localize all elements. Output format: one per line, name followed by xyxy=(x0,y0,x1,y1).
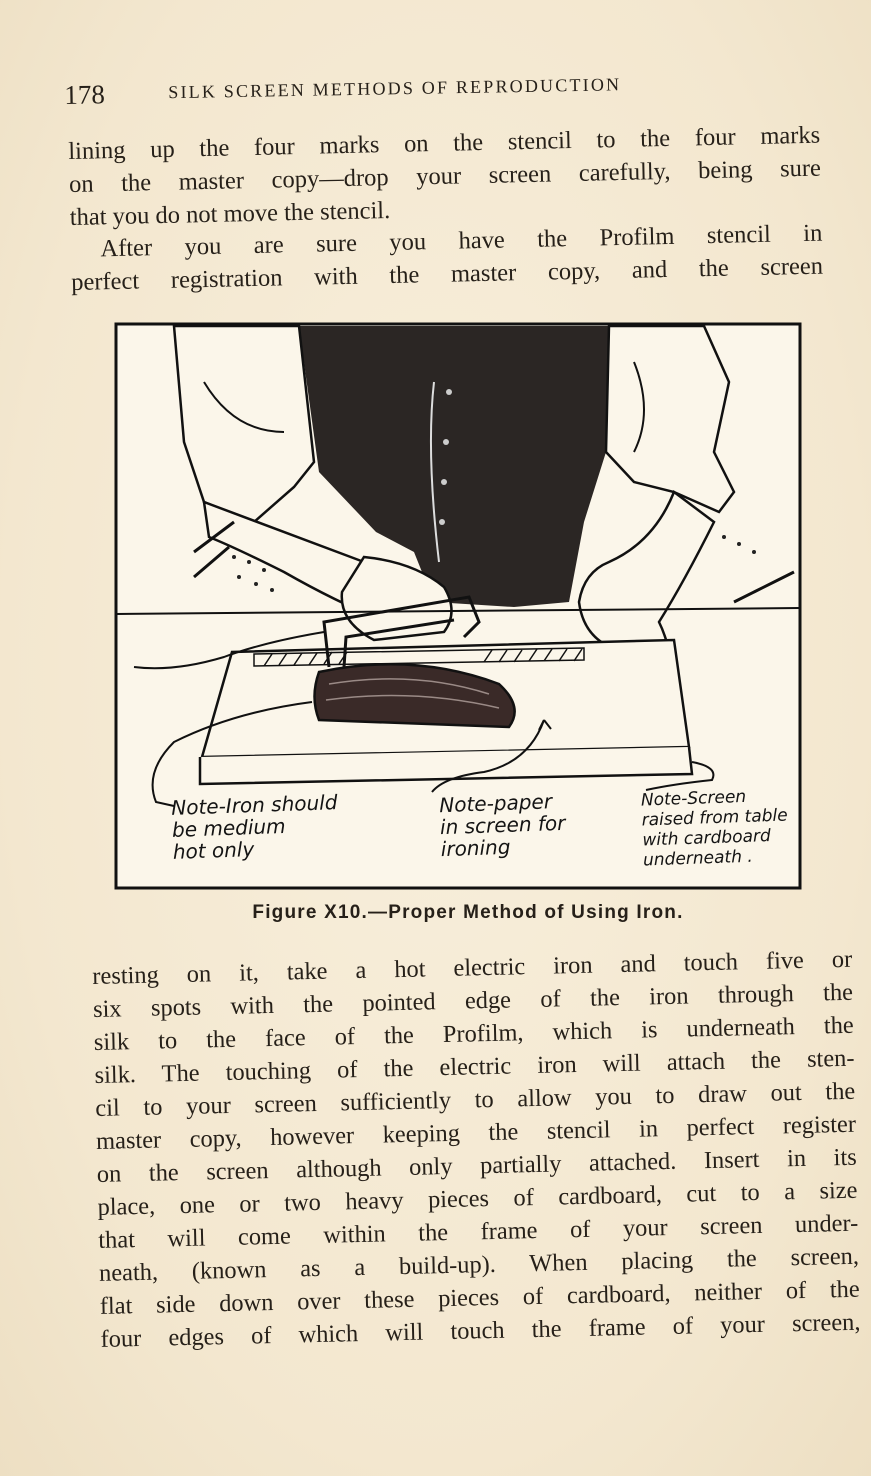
text-line: silk to the face of the Profilm, which is underneath the xyxy=(93,1011,854,1056)
figure-illustration xyxy=(114,322,802,890)
text-line: that you do not move the stencil. xyxy=(69,196,391,231)
text-line: on the screen although only partially attached. Insert in its xyxy=(96,1143,857,1188)
text-line: lining up the four marks on the stencil to the four marks xyxy=(68,121,821,165)
text-line: four edges of which will touch the frame of your screen, xyxy=(100,1308,861,1353)
page-number: 178 xyxy=(64,79,106,110)
text-line: place, one or two heavy pieces of cardboard, cut to a size xyxy=(97,1176,858,1221)
note-paper: Note-paper in screen for ironing xyxy=(438,789,566,862)
text-line: six spots with the pointed edge of the iron through the xyxy=(92,978,854,1023)
text-line: After you are sure you have the Profilm stencil in xyxy=(100,219,823,263)
text-line: on the master copy—drop your screen carefully, being sure xyxy=(68,154,822,198)
text-line: resting on it, take a hot electric iron and touch five or xyxy=(92,945,853,990)
text-line: silk. The touching of the electric iron will attach the sten- xyxy=(94,1044,855,1089)
note-screen: Note-Screen raised from table with cardboard underneath . xyxy=(640,786,789,871)
text-line: neath, (known as a build-up). When placing the screen, xyxy=(98,1242,860,1287)
bottom-paragraph xyxy=(92,943,861,1356)
text-line: master copy, however keeping the stencil in perfect register xyxy=(95,1110,857,1155)
figure-caption: Figure X10.—Proper Method of Using Iron. xyxy=(252,902,684,923)
running-title: SILK SCREEN METHODS OF REPRODUCTION xyxy=(168,74,622,103)
text-line: that will come within the frame of your screen under- xyxy=(98,1209,859,1254)
top-paragraph xyxy=(68,120,823,300)
text-line: perfect registration with the master copy, and the screen xyxy=(70,252,824,297)
text-line: cil to your screen sufficiently to allow you to draw out the xyxy=(95,1077,856,1122)
note-iron: Note-Iron should be medium hot only xyxy=(170,790,338,864)
page-header xyxy=(64,63,825,116)
text-line: flat side down over these pieces of cardboard, neither of the xyxy=(99,1275,860,1320)
